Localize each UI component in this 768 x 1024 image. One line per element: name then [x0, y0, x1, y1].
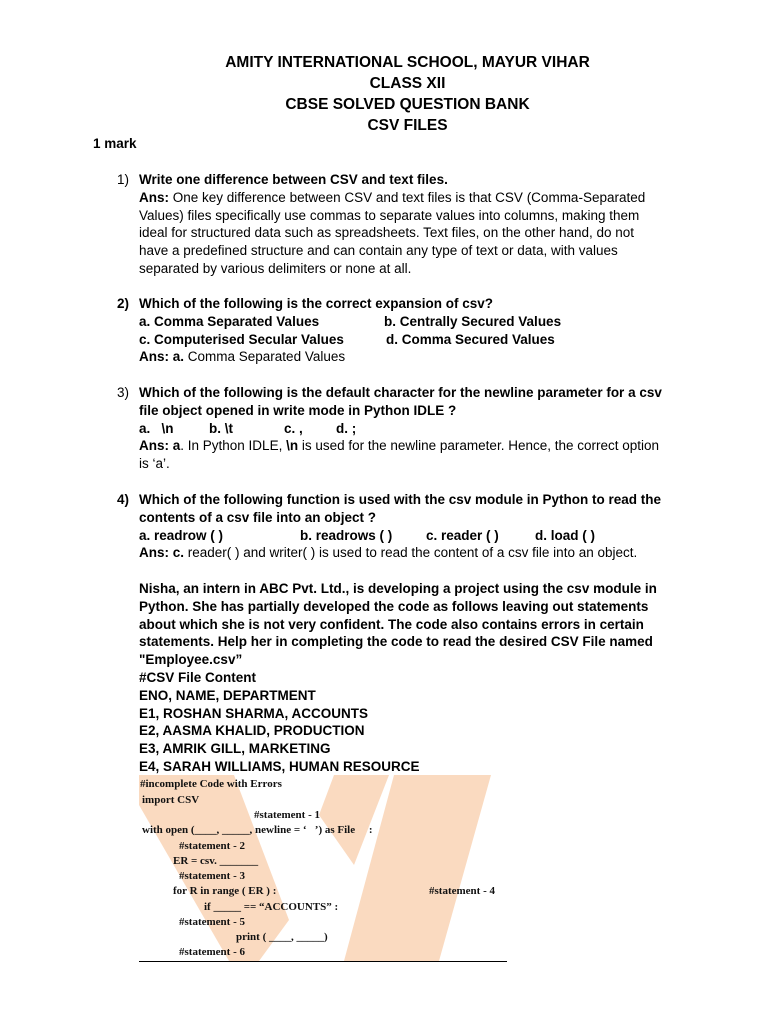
question-number: 2): [117, 296, 130, 311]
passage-line: about which she is not very confident. The code also contains errors in certain: [139, 616, 644, 632]
code-comment: #statement - 6: [179, 946, 245, 958]
options-row: [139, 420, 732, 438]
class-title: CLASS XII: [369, 75, 446, 92]
answer-text: . In Python IDLE,: [180, 438, 287, 454]
option-d: d. load ( ): [535, 527, 595, 543]
question-1: [117, 171, 732, 278]
answer-text: is used for the newline parameter. Hence, the correct option: [298, 438, 660, 454]
question-bank-title: CBSE SOLVED QUESTION BANK: [285, 96, 530, 113]
school-name: AMITY INTERNATIONAL SCHOOL, MAYUR VIHAR: [225, 54, 590, 71]
answer-prefix: Ans:: [139, 349, 169, 365]
question-text: contents of a csv file into an object ?: [139, 509, 377, 525]
question-text: Write one difference between CSV and text files.: [139, 172, 448, 187]
options-row: [139, 331, 732, 349]
code-comment: #statement - 3: [179, 870, 245, 882]
option-b: b. readrows ( ): [300, 527, 393, 543]
question-text: file object opened in write mode in Python IDLE ?: [139, 402, 457, 418]
code-line: if _____ == “ACCOUNTS” :: [204, 901, 339, 913]
code-line: for R in range ( ER ) :: [173, 885, 277, 897]
passage-line: "Employee.csv”: [139, 652, 243, 668]
answer: [139, 437, 732, 455]
question-2: [117, 295, 732, 366]
code-comment: #statement - 5: [179, 916, 245, 928]
answer: [139, 348, 732, 366]
answer-newline-char: \n: [286, 438, 299, 454]
answer-line: separated by various delimiters or none at all.: [139, 260, 412, 276]
code-line: ER = csv. _______: [173, 855, 259, 867]
code-comment: #statement - 1: [254, 809, 320, 821]
option-d: d. ;: [336, 420, 357, 436]
code-line: #incomplete Code with Errors: [140, 778, 282, 790]
option-c: c. reader ( ): [426, 527, 499, 543]
option-c: c. Computerised Secular Values: [139, 331, 344, 347]
passage-line: statements. Help her in completing the code to read the desired CSV File named: [139, 634, 653, 650]
answer: [139, 189, 732, 207]
csv-row: E2, AASMA KHALID, PRODUCTION: [139, 723, 365, 739]
csv-row: ENO, NAME, DEPARTMENT: [139, 687, 316, 703]
option-a: a. readrow ( ): [139, 527, 224, 543]
code-comment: #statement - 4: [429, 885, 495, 897]
question-number: 4): [117, 492, 130, 507]
answer-prefix: Ans: a: [139, 438, 181, 454]
csv-row: E4, SARAH WILLIAMS, HUMAN RESOURCE: [139, 758, 420, 774]
option-b: b. Centrally Secured Values: [384, 313, 562, 329]
question-4: [117, 491, 732, 562]
option-a: a. Comma Separated Values: [139, 313, 320, 329]
option-d: d. Comma Secured Values: [386, 331, 555, 347]
passage-line: Python. She has partially developed the code as follows leaving out statements: [139, 598, 649, 614]
option-c: c. ,: [284, 420, 303, 436]
option-b: b. \t: [209, 420, 233, 436]
section-label: 1 mark: [93, 136, 137, 151]
csv-content-heading: #CSV File Content: [139, 669, 257, 685]
options-row: [139, 527, 732, 545]
code-line: with open (____, _____, newline = ‘ ’) as File :: [142, 824, 373, 836]
answer-line: Values) files specifically use commas to separate values into columns, making them: [139, 207, 640, 223]
option-a: a. \n: [139, 420, 174, 436]
answer-line: is ‘a’.: [139, 456, 170, 472]
answer-choice: a.: [169, 349, 185, 365]
code-comment: #statement - 2: [179, 840, 245, 852]
question-text: Which of the following is the correct expansion of csv?: [139, 296, 494, 311]
csv-row: E3, AMRIK GILL, MARKETING: [139, 741, 331, 757]
code-line: print ( ____, _____): [236, 931, 328, 943]
question-text: Which of the following function is used with the csv module in Python to read the: [139, 492, 662, 507]
csv-row: E1, ROSHAN SHARMA, ACCOUNTS: [139, 705, 369, 721]
case-study-passage: [139, 580, 729, 776]
question-text: Which of the following is the default character for the newline parameter for a csv: [139, 385, 662, 400]
question-number: 1): [117, 172, 130, 187]
topic-title: CSV FILES: [367, 117, 448, 134]
answer-line: have a predefined structure and can contain any type of text or data, with values: [139, 243, 618, 259]
answer-prefix: Ans:: [139, 189, 169, 205]
answer-text: Comma Separated Values: [184, 349, 346, 365]
document-header: [0, 52, 768, 136]
answer-text: reader( ) and writer( ) is used to read the content of a csv file into an object.: [184, 545, 638, 561]
answer: [139, 544, 732, 562]
answer-line: One key difference between CSV and text files is that CSV (Comma-Separated: [169, 189, 646, 205]
answer-prefix: Ans: c.: [139, 545, 185, 561]
answer-line: ideal for structured data such as spreadsheets. Text files, on the other hand, do not: [139, 225, 635, 241]
passage-line: Nisha, an intern in ABC Pvt. Ltd., is developing a project using the csv module in: [139, 581, 657, 596]
question-3: [117, 384, 732, 473]
options-row: [139, 313, 732, 331]
code-line: import CSV: [142, 794, 200, 806]
question-number: 3): [117, 385, 130, 400]
code-snippet-image: [139, 775, 507, 962]
